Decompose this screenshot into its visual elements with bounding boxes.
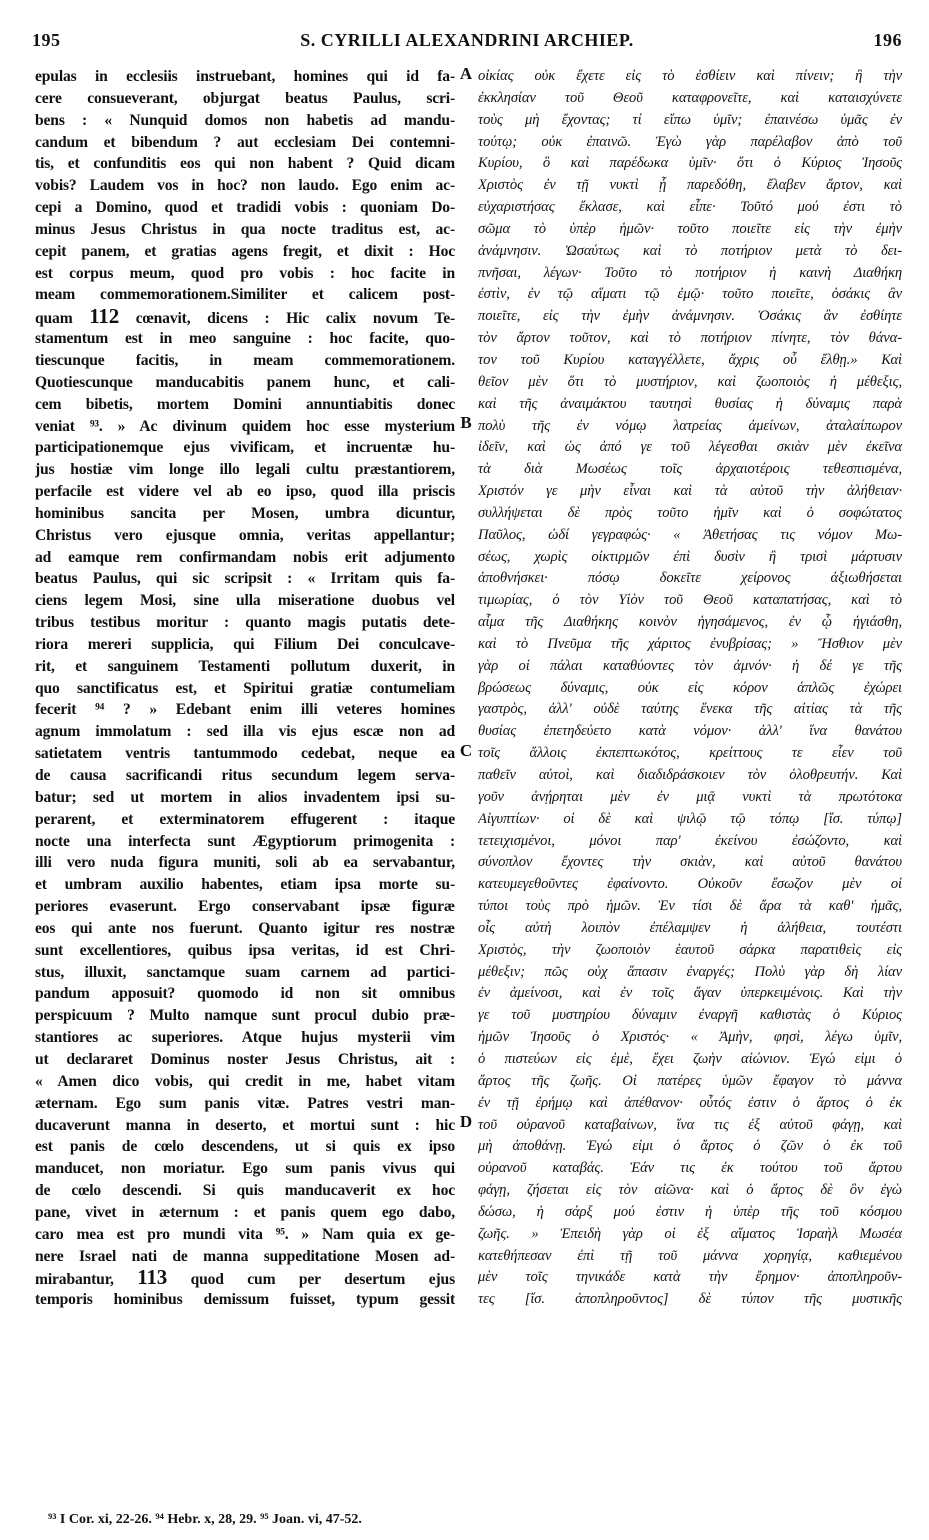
text-line: γὰρ οἱ πάλαι καταθύοντες τὸν ἀμνόν· ἡ δέ γε τῆς <box>478 657 902 674</box>
text-line: stus, illuxit, sanctamque suam carnem ad partici- <box>35 963 455 981</box>
text-line: caro mea est pro mundi vita ⁹⁵. » Nam quia ex ge- <box>35 1225 455 1243</box>
text-line: τον τοῦ Κυρίου καταγγέλλετε, ἄχρις οὗ ἔλθῃ.» Καὶ <box>478 351 902 368</box>
text-line: æternam. Ego sum panis vitæ. Patres vestri man- <box>35 1094 455 1112</box>
latin-column <box>35 66 455 1311</box>
text-line: riora mereri supplicia, qui Filium Dei conculcave- <box>35 635 455 653</box>
text-line: τετειχισμένοι, μόνοι παρ' ἐκείνου ἐσώζοντο, καὶ <box>478 832 902 849</box>
text-line: οἰκίας οὐκ ἔχετε εἰς τὸ ἐσθίειν καὶ πίνειν; ἢ τὴν <box>478 68 902 84</box>
text-line: meam commemorationem.Similiter et calicem post- <box>35 286 455 304</box>
text-line: beatus Paulus, qui sic scripsit : « Irritam quis fa- <box>35 570 455 588</box>
text-line: ad eamque rem confirmandam nobis erit adjumento <box>35 548 455 566</box>
text-line: σύνοπλον ἔχοντες τὴν σκιὰν, καὶ αὐτοῦ θανάτου <box>478 854 902 871</box>
text-line: μέθεξιν; πῶς οὐχ ἅπασιν ἐναργές; Πολὺ γὰρ δὴ λίαν <box>478 963 902 980</box>
text-line: « Amen dico vobis, qui credit in me, habet vitam <box>35 1072 455 1090</box>
text-line: de causa sacrificandi ritus secundum legem serva- <box>35 767 455 784</box>
text-line: ἐκκλησίαν τοῦ Θεοῦ καταφρονεῖτε, καὶ καταισχύνετε <box>478 89 902 106</box>
text-line: pane, vivet in æternum : et panis quem ego dabo, <box>35 1203 455 1221</box>
text-line: βρώσεως δύναμις, οὐκ εἰς κόρον ἁπλῶς ἐχώρει <box>478 679 902 696</box>
running-title: S. CYRILLI ALEXANDRINI ARCHIEP. <box>300 30 634 50</box>
text-line: est corpus meum, quod pro vobis : hoc facite in <box>35 264 455 282</box>
text-line: quam 112 cœnavit, dicens : Hic calix novum Te- <box>35 306 455 329</box>
text-line: ἡμῶν Ἰησοῦς ὁ Χριστός· « Ἀμὴν, φησὶ, λέγω ὑμῖν, <box>478 1029 902 1046</box>
text-line: periores evaserunt. Ergo conservabant ipsæ figuræ <box>35 898 455 916</box>
text-line: εὐχαριστήσας ἔκλασε, καὶ εἶπε· Τοῦτό μού ἐστι τὸ <box>478 199 902 216</box>
text-line: καὶ τὸ Πνεῦμα τῆς χάριτος ἐνυβρίσας; » Ἤσθιον μὲν <box>478 635 902 652</box>
text-line: ἐν τῇ ἐρήμῳ καὶ ἀπέθανον· οὗτός ἐστιν ὁ ἄρτος ὁ ἐκ <box>478 1094 902 1111</box>
text-line: stantiores ac superiores. Atque hujus mysterii vim <box>35 1029 455 1047</box>
text-line: rit, et sanguinem Testamenti pollutum duxerit, in <box>35 657 455 675</box>
text-line: nere Israel nati de manna suppeditatione Mosen ad- <box>35 1247 455 1265</box>
text-line: sunt excellentiores, quibus ipsa veritas, id est Chri- <box>35 941 455 959</box>
text-line: γαστρὸς, ἀλλ' οὐδὲ ταύτης ἕνεκα τῆς αἰτίας τὰ τῆς <box>478 701 902 718</box>
text-line: ἰδεῖν, καὶ ὡς ἀπό γε τοῦ λέγεσθαι σκιὰν μὲν ἐκεῖνα <box>478 439 902 456</box>
page-number-left: 195 <box>32 30 61 50</box>
text-line: τὸν ἄρτον τοῦτον, καὶ τὸ ποτήριον πίνητε, τὸν θάνα- <box>478 330 902 347</box>
text-line: καὶ τῆς ἀναιμάκτου ταυτησὶ θυσίας ἡ δύναμις παρὰ <box>478 395 902 412</box>
text-line: tis, et confunditis eos qui non habent ? Quid dicam <box>35 155 455 173</box>
greek-column <box>478 66 902 1311</box>
text-line: temporis hominibus demissum fuisset, typum gessit <box>35 1291 455 1309</box>
text-line: σῶμα τὸ ὑπὲρ ἡμῶν· τοῦτο ποιεῖτε εἰς τὴν ἐμὴν <box>478 220 902 237</box>
text-line: perspicuum ? Multo namque sunt procul dubio præ- <box>35 1007 455 1025</box>
text-line: cepi a Domino, quod et tradidi vobis : quoniam Do- <box>35 199 455 217</box>
text-line: Χριστὸς ἐν τῇ νυκτὶ ᾗ παρεδόθη, ἔλαβεν ἄρτον, καὶ <box>478 177 902 194</box>
text-line: perfacile est videre vel ab eo ipso, quod illa priscis <box>35 483 455 501</box>
text-line: Κυρίου, ὃ καὶ παρέδωκα ὑμῖν· ὅτι ὁ Κύριος Ἰησοῦς <box>478 155 902 172</box>
text-line: satietatem ventris tantummodo cedebat, neque ea <box>35 745 455 763</box>
text-line: Christus vero ejusque omnia, veritas appellantur; <box>35 526 455 544</box>
text-line: δώσω, ἡ σάρξ μού ἐστιν ἡ ὑπὲρ τῆς τοῦ κόσμου <box>478 1203 902 1220</box>
margin-marker-b: B <box>460 413 472 432</box>
text-line: ποιεῖτε, εἰς τὴν ἐμὴν ἀνάμνησιν. Ὁσάκις ἂν ἐσθίητε <box>478 308 902 325</box>
text-line: candum et bibendum ? aut ecclesiam Dei contemni- <box>35 133 455 151</box>
text-line: μὴ ἀποθάνῃ. Ἐγώ εἰμι ὁ ἄρτος ὁ ζῶν ὁ ἐκ τοῦ <box>478 1138 902 1155</box>
text-line: stamentum est in meo sanguine : hoc facite, quo- <box>35 330 455 348</box>
text-line: minus Jesus Christus in qua nocte traditus est, ac- <box>35 220 455 238</box>
text-line: γε τοῦ μυστηρίου δύναμιν ἐναργῆ καθιστὰς ὁ Κύριος <box>478 1007 902 1024</box>
text-line: Παῦλος, ὡδί γεγραφώς· « Ἀθετήσας τις νόμον Μω- <box>478 526 902 543</box>
text-line: cem bibetis, mortem Domini annuntiabitis donec <box>35 395 455 413</box>
text-line: tiescunque facitis, in meam commemorationem. <box>35 351 455 369</box>
text-line: hominibus sancita per Mosen, umbra dicuntur, <box>35 504 455 522</box>
text-line: ducaverunt manna in deserto, et mortui sunt : hic <box>35 1116 455 1134</box>
text-line: mirabantur, 113 quod cum per desertum ejus <box>35 1267 455 1290</box>
column-number: 112 <box>89 306 120 329</box>
text-line: manducet, non moriatur. Ego sum panis vivus qui <box>35 1160 455 1178</box>
text-line: epulas in ecclesiis instruebant, homines qui id fa- <box>35 68 455 85</box>
text-line: illi vero nuda figura muniti, soli ab ea servabantur, <box>35 854 455 872</box>
text-line: θυσίας ἐπετηδεύετο κατὰ νόμον· ἀλλ' ἵνα θανάτου <box>478 723 902 740</box>
text-line: ἀποθνήσκει· πόσῳ δοκεῖτε χείρονος ἀξιωθήσεται <box>478 570 902 587</box>
text-line: τύποι τοὺς πρὸ ἡμῶν. Ἐν τίσι δὲ ἄρα τὰ καθ' ἡμᾶς, <box>478 898 902 915</box>
text-line: κατεθήπεσαν ἐπὶ τῇ τοῦ μάννα χορηγίᾳ, καθιεμένου <box>478 1247 902 1264</box>
text-line: Quotiescunque manducabitis panem hunc, et cali- <box>35 373 455 391</box>
text-line: τοῖς ἄλλοις ἐκπεπτωκότος, κρείττους τε εἶεν τοῦ <box>478 745 902 762</box>
text-line: παθεῖν αὐτοὶ, καὶ διαδιδράσκοιεν τὸν ὀλοθρευτήν. Καὶ <box>478 767 902 783</box>
text-line: τούτῳ; οὐκ ἐπαινῶ. Ἐγὼ γὰρ παρέλαβον ἀπὸ τοῦ <box>478 133 902 150</box>
text-line: θεῖον μὲν ὅτι τὸ μυστήριον, καὶ ζωοποιὸς ἡ μέθεξις, <box>478 373 902 390</box>
text-line: Αἰγυπτίων· οἱ δὲ καὶ ψιλῷ τῷ τόπῳ [ἴσ. τύπῳ] <box>478 810 902 827</box>
text-line: μὲν τοῖς τηνικάδε κατὰ τὴν ἔρημον· ἀποπληροῦν- <box>478 1269 902 1286</box>
text-line: veniat ⁹³. » Ac divinum quidem hoc esse mysterium <box>35 417 455 435</box>
text-line: Χριστόν γε μὴν εἶναι καὶ τὰ αὐτοῦ τὴν ἀλήθειαν· <box>478 483 902 500</box>
text-line: σέως, χωρὶς οἰκτιρμῶν ἐπὶ δυσὶν ἢ τρισὶ μάρτυσιν <box>478 548 902 565</box>
running-header <box>32 30 902 56</box>
margin-marker-c: C <box>459 741 473 760</box>
text-line: γοῦν ἀνῄρηται μὲν ἐν μιᾷ νυκτὶ τὰ πρωτότοκα <box>478 788 902 805</box>
text-line: φάγῃ, ζήσεται εἰς τὸν αἰῶνα· καὶ ὁ ἄρτος δὲ ὃν ἐγὼ <box>478 1182 902 1199</box>
text-line: eos qui ante nos fuerunt. Quanto igitur res nostræ <box>35 919 455 937</box>
page-number-right: 196 <box>873 30 902 50</box>
text-line: τὰ διὰ Μωσέως τοῖς ἀρχαιοτέροις τεθεσπισμένα, <box>478 461 902 478</box>
text-line: cepit panem, et gratias agens fregit, et dixit : Hoc <box>35 242 455 260</box>
text-line: tribus testibus moritur : quanto magis putatis dete- <box>35 614 455 632</box>
text-line: Χριστὸς, τὴν ζωοποιὸν ἑαυτοῦ σάρκα παρατιθεὶς εἰς <box>478 941 902 958</box>
text-line: fecerit ⁹⁴ ? » Edebant enim illi veteres homines <box>35 701 455 719</box>
text-line: pandum apposuit? quomodo id non sit omnibus <box>35 985 455 1003</box>
footnotes: ⁹³ I Cor. xi, 22-26. ⁹⁴ Hebr. x, 28, 29. ⁹⁵ Joan. vi, 47-52. <box>48 1512 362 1527</box>
margin-marker-a: A <box>459 64 473 83</box>
text-line: ζωῆς. » Ἐπειδὴ γὰρ οἱ ἐξ αἵματος Ἰσραὴλ Μωσέα <box>478 1225 902 1242</box>
text-line: participationemque ejus vivificam, et incruentæ hu- <box>35 439 455 457</box>
text-line: τες [ἴσ. ἀποπληροῦντος] δὲ τύπον τῆς μυστικῆς <box>478 1291 902 1308</box>
text-line: vobis? Laudem vos in hoc? non laudo. Ego enim ac- <box>35 177 455 195</box>
text-line: οἷς αὐτὴ λοιπὸν ἐπέλαμψεν ἡ ἀλήθεια, τουτέστι <box>478 919 902 936</box>
text-line: ut declararet Dominus noster Jesus Christus, ait : <box>35 1050 455 1068</box>
text-line: οὐρανοῦ καταβάς. Ἐάν τις ἐκ τούτου τοῦ ἄρτου <box>478 1160 902 1177</box>
text-line: batur; sed ut mortem in alios invadentem ipsi su- <box>35 788 455 806</box>
text-line: ἐν ἀμείνοσι, καὶ ἐν τοῖς ἄγαν ὑπερκειμένοις. Καὶ τὴν <box>478 985 902 1002</box>
text-line: de cœlo descendi. Si quis manducaverit ex hoc <box>35 1182 455 1200</box>
text-line: συλλήψεται δὲ πρὸς τοῦτο ἡμῖν καὶ ὁ σοφώτατος <box>478 504 902 521</box>
text-line: ἐστὶν, ἐν τῷ αἵματι τῷ ἐμῷ· τοῦτο ποιεῖτε, ὁσάκις ἂν <box>478 286 902 303</box>
text-line: ὁ πιστεύων εἰς ἐμὲ, ἔχει ζωὴν αἰώνιον. Ἐγώ εἰμι ὁ <box>478 1050 902 1067</box>
text-line: ciens legem Mosi, sine ulla miseratione duobus vel <box>35 592 455 610</box>
text-line: αἷμα τῆς Διαθήκης κοινὸν ἡγησάμενος, ἐν ᾧ ἡγιάσθη, <box>478 614 902 631</box>
text-line: est panis de cœlo descendens, ut si quis ex ipso <box>35 1138 455 1156</box>
column-number: 113 <box>137 1267 168 1290</box>
text-line: τοὺς μὴ ἔχοντας; τί εἴπω ὑμῖν; ἐπαινέσω ὑμᾶς ἐν <box>478 111 902 128</box>
text-line: cere consueverant, objurgat beatus Paulus, scri- <box>35 89 455 107</box>
text-line: et umbram auxilio habentes, etiam ipsa morte su- <box>35 876 455 894</box>
text-line: ἀνάμνησιν. Ὡσαύτως καὶ τὸ ποτήριον μετὰ τὸ δει- <box>478 242 902 259</box>
text-line: πνῆσαι, λέγων· Τοῦτο τὸ ποτήριον ἡ καινὴ Διαθήκη <box>478 264 902 281</box>
text-line: agnum immolatum : sed illa vis ejus escæ non ad <box>35 723 455 741</box>
text-line: κατευμεγεθοῦντες ἐφαίνοντο. Οὐκοῦν ἔσωζον μὲν οἱ <box>478 876 902 893</box>
text-line: πολὺ τῆς ἐν νόμῳ λατρείας ἀμείνων, ἀταλαίπωρον <box>478 417 902 434</box>
text-line: nocte una interfecta sunt Ægyptiorum primogenita : <box>35 832 455 850</box>
text-line: τιμωρίας, ὁ τὸν Υἱὸν τοῦ Θεοῦ καταπατήσας, καὶ τὸ <box>478 592 902 609</box>
text-line: τοῦ οὐρανοῦ καταβαίνων, ἵνα τις ἐξ αὐτοῦ φάγῃ, καὶ <box>478 1116 902 1133</box>
text-line: quo sanctificatus est, et Spiritui gratiæ contumeliam <box>35 679 455 697</box>
text-line: ἄρτος τῆς ζωῆς. Οἱ πατέρες ὑμῶν ἔφαγον τὸ μάννα <box>478 1072 902 1089</box>
text-line: jus hostiæ vim longe illo legali cultu præstantiorem, <box>35 461 455 479</box>
margin-marker-d: D <box>459 1112 473 1131</box>
text-line: perarent, et exterminatorem effugerent : itaque <box>35 810 455 828</box>
text-line: bens : « Nunquid domos non habetis ad mandu- <box>35 111 455 129</box>
